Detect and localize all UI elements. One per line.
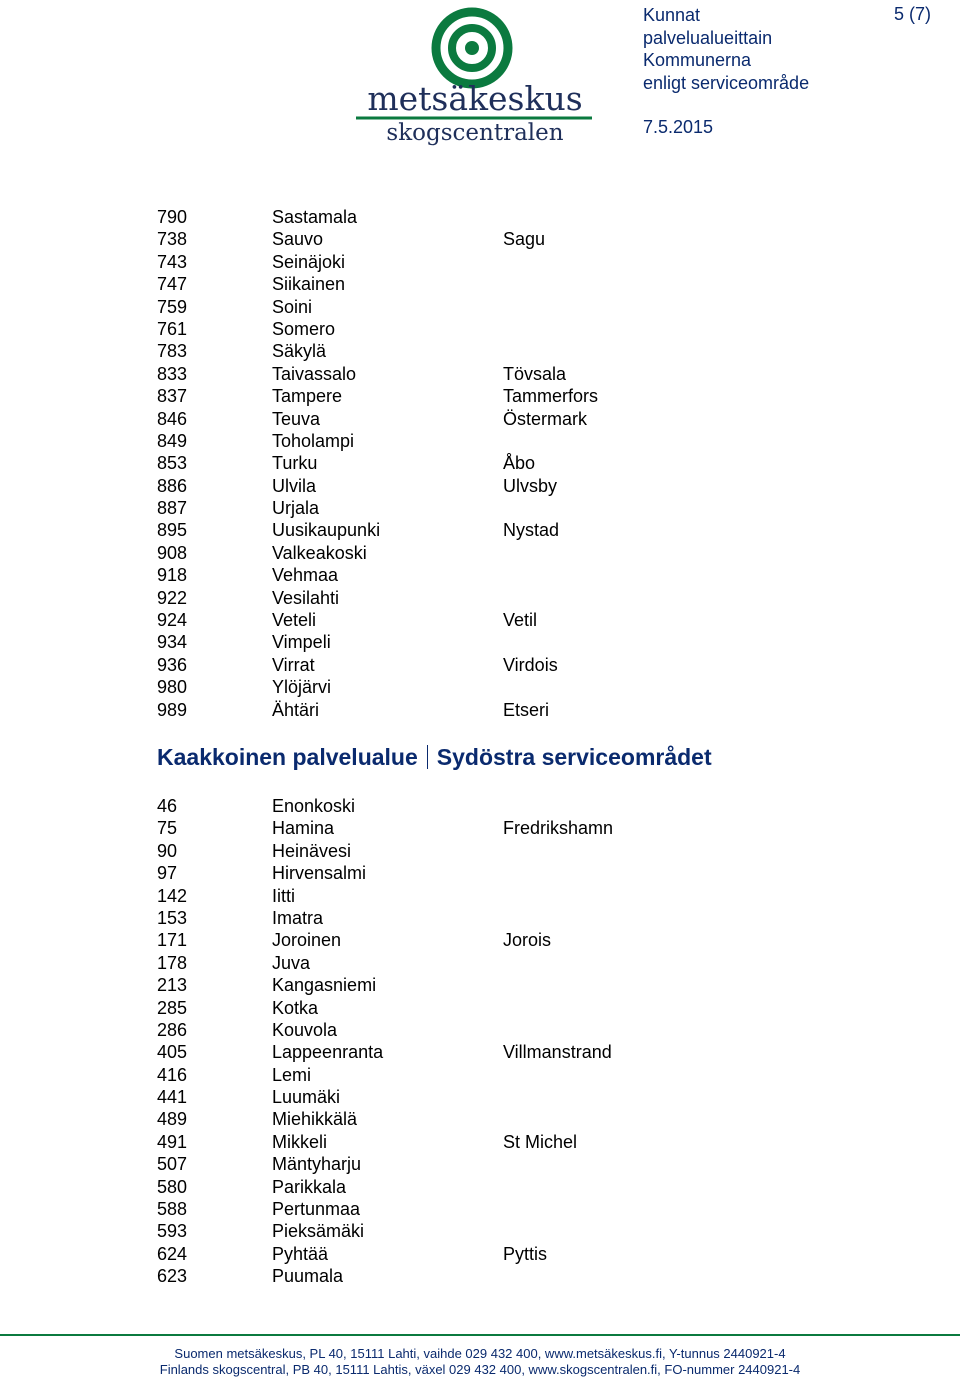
municipality-name-fi: Mikkeli — [272, 1131, 328, 1152]
municipality-name-fi: Seinäjoki — [272, 251, 346, 272]
municipality-name-fi: Kouvola — [272, 1019, 338, 1040]
municipality-code: 922 — [157, 587, 188, 608]
municipality-name-sv: Sagu — [503, 229, 546, 250]
municipality-name-fi: Kotka — [272, 997, 319, 1018]
section-title — [157, 744, 712, 771]
municipality-code: 213 — [157, 975, 188, 996]
municipality-code: 886 — [157, 475, 188, 496]
document-date: 7.5.2015 — [643, 117, 714, 137]
municipality-code: 142 — [157, 885, 188, 906]
section-title-sv: Sydöstra serviceområdet — [436, 744, 712, 770]
municipality-name-fi: Vehmaa — [272, 565, 339, 586]
municipality-code: 853 — [157, 453, 188, 474]
municipality-code: 580 — [157, 1176, 188, 1197]
municipality-name-fi: Teuva — [272, 408, 321, 429]
municipality-name-sv: Ulvsby — [503, 475, 558, 496]
municipality-code: 178 — [157, 952, 188, 973]
municipality-name-sv: Åbo — [503, 453, 536, 474]
municipality-name-fi: Tampere — [272, 386, 343, 407]
municipality-code: 989 — [157, 699, 188, 720]
municipality-name-fi: Pertunmaa — [272, 1199, 361, 1220]
header-line-4: enligt serviceområde — [643, 72, 810, 93]
municipality-code: 491 — [157, 1131, 188, 1152]
municipality-name-fi: Heinävesi — [272, 840, 352, 861]
municipality-name-fi: Soini — [272, 296, 313, 317]
municipality-name-sv: Villmanstrand — [503, 1042, 612, 1063]
municipality-name-sv: Tammerfors — [503, 386, 599, 407]
municipality-code: 908 — [157, 542, 188, 563]
municipality-name-fi: Siikainen — [272, 274, 346, 295]
municipality-name-fi: Sauvo — [272, 229, 324, 250]
municipality-name-fi: Miehikkälä — [272, 1109, 358, 1130]
municipality-code: 286 — [157, 1019, 188, 1040]
municipality-code: 936 — [157, 654, 188, 675]
logo-text-sv: skogscentralen — [386, 120, 564, 146]
municipality-code: 507 — [157, 1154, 188, 1175]
municipality-name-sv: Östermark — [503, 408, 588, 429]
municipality-code: 46 — [157, 796, 178, 816]
municipality-code: 980 — [157, 677, 188, 698]
municipality-name-fi: Hirvensalmi — [272, 863, 367, 884]
municipality-name-fi: Enonkoski — [272, 796, 356, 816]
municipality-name-fi: Vesilahti — [272, 587, 340, 608]
municipality-name-sv: Virdois — [503, 654, 558, 675]
municipality-code: 441 — [157, 1087, 188, 1108]
municipality-code: 887 — [157, 498, 188, 519]
municipality-name-sv: Nystad — [503, 520, 560, 541]
municipality-code: 837 — [157, 386, 188, 407]
municipality-name-fi: Parikkala — [272, 1176, 347, 1197]
municipality-code: 934 — [157, 632, 188, 653]
municipality-code: 895 — [157, 520, 188, 541]
municipality-name-fi: Veteli — [272, 610, 317, 631]
municipality-name-fi: Urjala — [272, 498, 320, 519]
municipality-code: 849 — [157, 430, 188, 451]
header-line-2: palvelualueittain — [643, 27, 773, 48]
municipality-code: 846 — [157, 408, 188, 429]
municipality-name-fi: Juva — [272, 952, 311, 973]
municipality-code: 790 — [157, 207, 188, 227]
municipality-name-fi: Kangasniemi — [272, 975, 377, 996]
municipality-code: 405 — [157, 1042, 188, 1063]
municipality-code: 90 — [157, 840, 178, 861]
municipality-name-fi: Hamina — [272, 818, 335, 839]
municipality-name-fi: Lappeenranta — [272, 1042, 384, 1063]
section-title-separator — [427, 745, 428, 769]
municipality-code: 97 — [157, 863, 178, 884]
footer-line-sv: Finlands skogscentral, PB 40, 15111 Lahtis, växel 029 432 400, www.skogscentralen.fi, FO-nummer 2440921-4 — [159, 1362, 801, 1377]
municipality-name-fi: Mäntyharju — [272, 1154, 362, 1175]
municipality-name-sv: Pyttis — [503, 1243, 548, 1264]
header-line-3: Kommunerna — [643, 50, 752, 70]
municipality-name-sv: Fredrikshamn — [503, 818, 614, 839]
municipality-name-sv: Jorois — [503, 930, 552, 951]
municipality-code: 924 — [157, 610, 188, 631]
municipality-code: 153 — [157, 907, 188, 928]
municipality-name-fi: Lemi — [272, 1064, 312, 1085]
municipality-code: 738 — [157, 229, 188, 250]
municipality-code: 783 — [157, 341, 188, 362]
target-logo-icon — [436, 12, 508, 84]
municipality-name-fi: Ulvila — [272, 475, 317, 496]
section-title-fi: Kaakkoinen palvelualue — [157, 744, 418, 770]
municipality-name-fi: Sastamala — [272, 207, 358, 227]
municipality-code: 593 — [157, 1221, 188, 1242]
municipality-name-fi: Uusikaupunki — [272, 520, 381, 541]
municipality-name-fi: Somero — [272, 318, 336, 339]
municipality-name-fi: Joroinen — [272, 930, 342, 951]
municipality-code: 759 — [157, 296, 188, 317]
municipality-name-fi: Pyhtää — [272, 1243, 329, 1264]
municipality-name-fi: Säkylä — [272, 341, 327, 362]
document-header — [643, 4, 809, 139]
municipality-name-fi: Luumäki — [272, 1087, 341, 1108]
logo-text-fi: metsäkeskus — [367, 79, 583, 118]
municipality-code: 747 — [157, 274, 188, 295]
municipality-name-fi: Turku — [272, 453, 318, 474]
municipality-code: 918 — [157, 565, 188, 586]
municipality-code: 761 — [157, 318, 188, 339]
municipality-name-fi: Ylöjärvi — [272, 677, 332, 698]
header-line-1: Kunnat — [643, 5, 701, 25]
municipality-name-fi: Vimpeli — [272, 632, 331, 653]
municipality-name-sv: St Michel — [503, 1131, 578, 1152]
metsakeskus-logo — [352, 4, 598, 152]
footer-line-fi: Suomen metsäkeskus, PL 40, 15111 Lahti, vaihde 029 432 400, www.metsäkeskus.fi, Y-tunnus 2440921-4 — [174, 1346, 786, 1361]
municipality-code: 489 — [157, 1109, 188, 1130]
municipality-name-fi: Taivassalo — [272, 363, 357, 384]
municipality-code: 743 — [157, 251, 188, 272]
municipality-code: 624 — [157, 1243, 188, 1264]
municipality-code: 171 — [157, 930, 188, 951]
municipality-code: 623 — [157, 1266, 188, 1287]
page-number: 5 (7) — [893, 4, 931, 24]
municipality-code: 833 — [157, 363, 188, 384]
municipality-name-sv: Tövsala — [503, 363, 567, 384]
footer-divider — [0, 1334, 960, 1336]
municipality-code: 75 — [157, 818, 178, 839]
municipality-code: 588 — [157, 1199, 188, 1220]
municipality-name-sv: Etseri — [503, 699, 550, 720]
municipality-name-fi: Ähtäri — [272, 699, 320, 720]
municipality-code: 416 — [157, 1064, 188, 1085]
municipality-name-sv: Vetil — [503, 610, 538, 631]
municipality-name-fi: Iitti — [272, 885, 296, 906]
municipality-code: 285 — [157, 997, 188, 1018]
municipality-name-fi: Virrat — [272, 654, 315, 675]
municipality-name-fi: Pieksämäki — [272, 1221, 365, 1242]
municipality-name-fi: Imatra — [272, 907, 324, 928]
municipality-name-fi: Valkeakoski — [272, 542, 367, 563]
municipality-name-fi: Puumala — [272, 1266, 344, 1287]
municipality-name-fi: Toholampi — [272, 430, 355, 451]
